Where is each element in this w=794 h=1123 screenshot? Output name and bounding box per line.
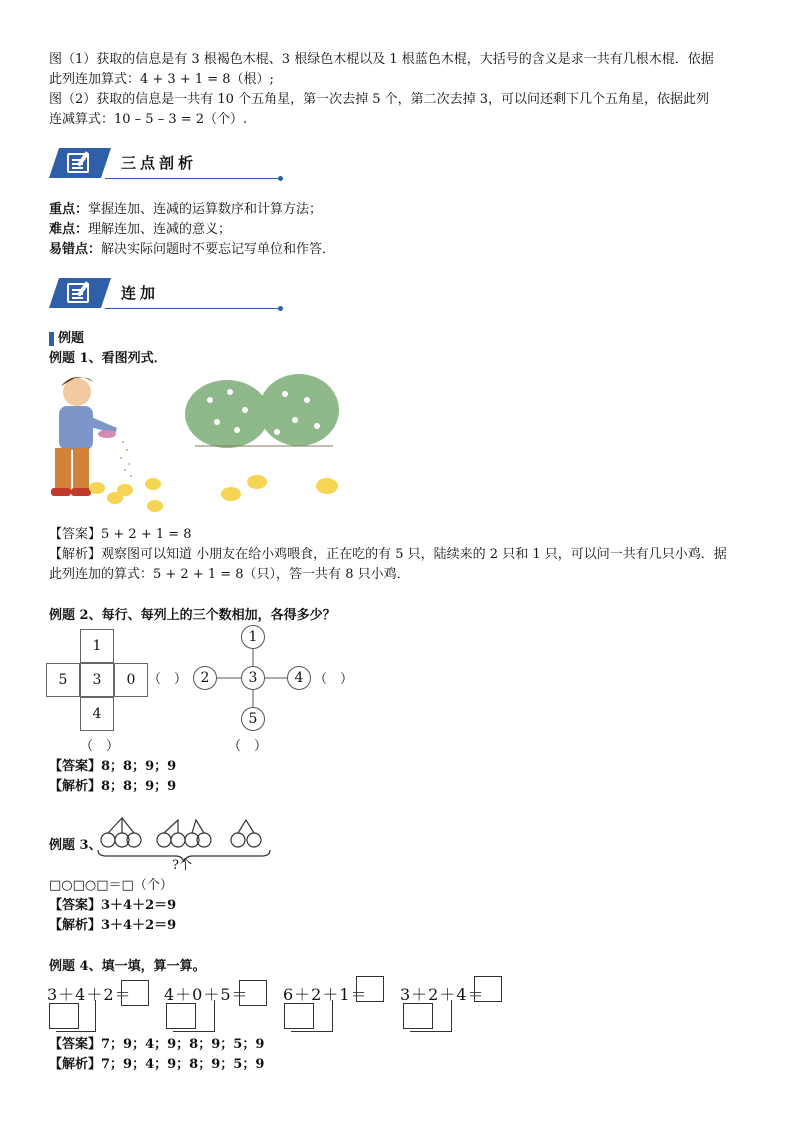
example-3-question: ?个	[172, 858, 192, 873]
grid-cell-top: 1	[80, 629, 114, 663]
example-2-analysis: 【解析】8；8；9；9	[49, 779, 177, 794]
example-1-analysis-2: 此列连加的算式：5 + 2 + 1 = 8（只），答一共有 8 只小鸡．	[49, 567, 410, 582]
examples-marker	[49, 332, 54, 346]
notepad-pen-icon	[67, 283, 89, 303]
section-title: 三点剖析	[121, 154, 198, 172]
intro-line-1: 图（1）获取的信息是有 3 根褐色木棍、3 根绿色木棍以及 1 根蓝色木棍，大括号的含义是求一共有几根木棍．依据	[49, 52, 714, 67]
examples-label: 例题	[58, 331, 85, 346]
example-4-answer: 【答案】7；9；4；9；8；9；5；9	[49, 1037, 265, 1052]
example-1-analysis-1: 【解析】观察图可以知道 小朋友在给小鸡喂食，正在吃的有 5 只，陆续来的 2 只和 1 只，可以问一共有几只小鸡．据	[49, 547, 727, 562]
bracket-2	[173, 1000, 215, 1032]
section-title: 连加	[121, 284, 160, 302]
grid-cell-bottom: 4	[80, 697, 114, 731]
circle-top: 1	[241, 625, 265, 649]
bracket-4	[410, 1000, 452, 1032]
boy-figure	[51, 377, 132, 496]
intro-line-4: 连减算式：10 – 5 – 3 = 2（个）.	[49, 112, 248, 127]
example-1-title: 例题 1、看图列式．	[49, 351, 167, 366]
circle-left: 2	[193, 666, 217, 690]
expression-3: 6＋2＋1＝	[283, 985, 368, 1004]
key-point: 重点：掌握连加、连减的运算数序和计算方法；	[49, 202, 323, 217]
chicks	[89, 475, 338, 512]
example-3-title: 例题 3、	[49, 838, 102, 853]
example-3-answer: 【答案】3＋4＋2＝9	[49, 898, 177, 913]
cherries-illustration	[96, 812, 276, 862]
expression-2: 4＋0＋5＝	[164, 985, 249, 1004]
bracket-3	[291, 1000, 333, 1032]
example-2-title: 例题 2、每行、每列上的三个数相加，各得多少？	[49, 608, 336, 623]
column-sum-blank: （ ）	[80, 739, 120, 754]
example-2-answer: 【答案】8；8；9；9	[49, 759, 177, 774]
example-4-title: 例题 4、填一填，算一算。	[49, 959, 206, 974]
circle-bottom: 5	[241, 707, 265, 731]
expression-4: 3＋2＋4＝	[400, 985, 485, 1004]
section-heading-analysis	[49, 148, 231, 182]
circle-center: 3	[241, 666, 265, 690]
intro-line-3: 图（2）获取的信息是一共有 10 个五角星，第一次去掉 5 个，第二次去掉 3，可以问还剩下几个五角星，依据此列	[49, 92, 710, 107]
circle-right: 4	[287, 666, 311, 690]
row-sum-blank: （ ）	[148, 672, 188, 687]
grid-cell-left: 5	[46, 663, 80, 697]
error-prone-point: 易错点：解决实际问题时不要忘记写单位和作答．	[49, 242, 336, 257]
answer-box-3[interactable]	[356, 976, 384, 1002]
difficult-point: 难点：理解连加、连减的意义；	[49, 222, 232, 237]
example-3-analysis: 【解析】3＋4＋2＝9	[49, 918, 177, 933]
grid-cell-center: 3	[80, 663, 114, 697]
notepad-pen-icon	[67, 153, 89, 173]
example-4-analysis: 【解析】7；9；4；9；8；9；5；9	[49, 1057, 265, 1072]
example-1-answer: 【答案】5 + 2 + 1 = 8	[49, 527, 192, 542]
answer-box-1[interactable]	[121, 980, 149, 1006]
section-heading-addition	[49, 278, 231, 312]
intro-line-2: 此列连加算式：4 + 3 + 1 = 8（根）;	[49, 72, 274, 87]
bushes	[185, 374, 339, 448]
grid-cell-right: 0	[114, 663, 148, 697]
answer-box-4[interactable]	[474, 976, 502, 1002]
answer-box-2[interactable]	[239, 980, 267, 1006]
circle-row-sum-blank: （ ）	[314, 672, 354, 687]
example-3-blanks: □○□○□＝□（个）	[49, 878, 173, 893]
expression-1: 3＋4＋2＝	[47, 985, 132, 1004]
feeding-chicks-illustration	[45, 370, 365, 522]
bracket-1	[56, 1000, 96, 1032]
circle-column-sum-blank: （ ）	[228, 739, 268, 754]
